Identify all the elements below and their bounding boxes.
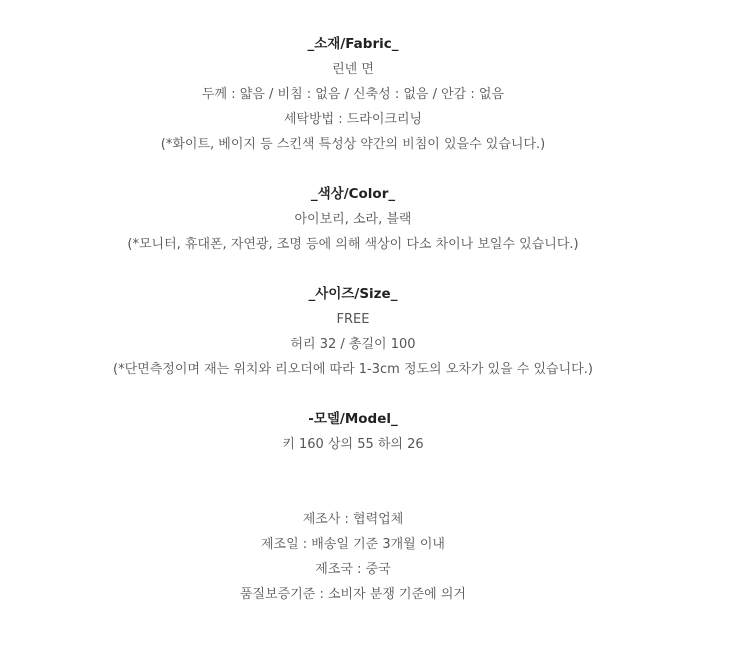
- model-heading: -모델/Model_: [308, 411, 398, 427]
- section-spacer: [0, 157, 706, 182]
- section-spacer: [0, 257, 706, 282]
- section-spacer: [0, 382, 706, 407]
- fabric-note: (*화이트, 베이지 등 스킨색 특성상 약간의 비침이 있을수 있습니다.): [160, 137, 546, 152]
- size-note: (*단면측정이며 재는 위치와 리오더에 따라 1-3cm 정도의 오차가 있을 수 있습니다.): [113, 362, 593, 377]
- size-heading: _사이즈/Size_: [308, 286, 398, 302]
- manufacture-country: 제조국 : 중국: [315, 562, 391, 577]
- size-value: FREE: [336, 312, 370, 327]
- manufacture-date: 제조일 : 배송일 기준 3개월 이내: [260, 537, 445, 552]
- color-note: (*모니터, 휴대폰, 자연광, 조명 등에 의해 색상이 다소 차이나 보일수 있습니다.): [127, 237, 579, 252]
- section-spacer: [0, 457, 706, 507]
- color-heading: _색상/Color_: [310, 186, 396, 202]
- fabric-heading: _소재/Fabric_: [307, 36, 399, 52]
- model-info: 키 160 상의 55 하의 26: [282, 437, 424, 452]
- size-measurements: 허리 32 / 총길이 100: [290, 337, 416, 352]
- fabric-washing: 세탁방법 : 드라이크리닝: [283, 112, 423, 127]
- fabric-material: 린넨 면: [332, 62, 374, 77]
- manufacturer: 제조사 : 협력업체: [302, 512, 404, 527]
- quality-warranty: 품질보증기준 : 소비자 분쟁 기준에 의거: [240, 587, 466, 602]
- fabric-properties: 두께 : 얇음 / 비침 : 없음 / 신축성 : 없음 / 안감 : 없음: [202, 87, 504, 102]
- color-options: 아이보리, 소라, 블랙: [294, 212, 412, 227]
